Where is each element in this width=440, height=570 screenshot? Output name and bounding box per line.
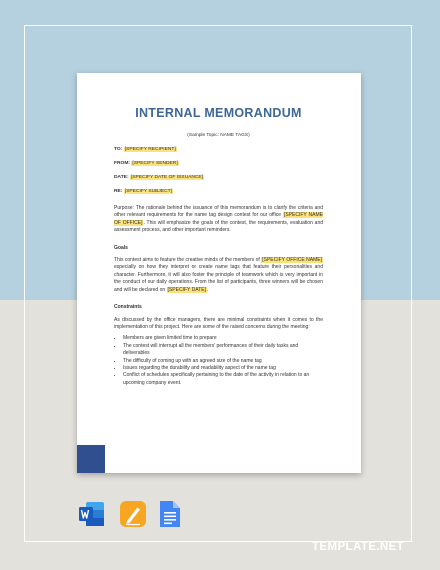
goals-text-3: . [206,286,209,293]
to-row [114,146,323,153]
purpose-paragraph [114,205,323,235]
purpose-text-1: Purpose: The rationale behind the issuance of this memorandum is to clarify the criteria and other relevant requirements for the name tag design contest for our office [114,205,323,219]
document-page [77,73,361,473]
document-title: INTERNAL MEMORANDUM [135,106,302,120]
list-item: • Conflict of schedules specifically pertaining to the date of the activity in relation to an upcoming company event. [123,372,323,387]
goals-text-2: especially on how they interpret or create name tags that feature their personalities and character. Furthermore, it will also foster the principle of teamwork which is very important in the conduct of our daily operations. From the list of participants, three winners will be chosen and will be declared on [114,264,323,293]
list-item: • The contest will interrupt all the members' performances of their daily tasks and deliverables [123,343,323,358]
pages-icon[interactable] [119,500,147,528]
constraints-heading: Constraints [114,304,142,311]
to-label: TO: [114,146,123,152]
date-row [114,174,323,181]
goals-text-1: This contest aims to feature the creative minds of the members of [114,257,260,264]
google-docs-icon[interactable] [159,500,181,528]
from-label: FROM: [114,160,131,166]
purpose-text-2: . This will emphasize the goals of the contest, the requirements, evaluation and assessment process, and other important reminders. [114,219,324,234]
goals-highlight-2: [SPECIFY DATE] [167,286,206,293]
list-item: • The difficulty of coming up with an agreed size of the name tag [123,358,323,365]
goals-heading: Goals [114,244,128,251]
word-icon[interactable] [78,500,106,528]
re-value: [SPECIFY SUBJECT] [124,188,172,194]
list-item: • Members are given limited time to prepare [123,335,323,342]
date-value: [SPECIFY DATE OF ISSUANCE] [130,174,204,180]
document-subtitle: (Sample Topic: NAME TAGS) [187,133,250,138]
constraints-list [114,335,323,387]
re-label: RE: [114,188,123,194]
re-row [114,188,323,195]
purpose-highlight: [SPECIFY NAME OF OFFICE] [114,212,324,226]
constraints-paragraph: As discussed by the office managers, there are minimal constraints when it comes to the implementation of this project. Here are some of the raised concerns during the meeting: [114,316,323,330]
goals-highlight-1: [SPECIFY OFFICE NAME] [262,257,322,264]
list-item: • Issues regarding the durability and readability aspect of the name tag [123,365,323,372]
goals-paragraph [114,257,323,294]
to-value: [SPECIFY RECIPIENT] [124,146,176,152]
corner-accent [77,445,105,473]
brand-watermark: TEMPLATE.NET [312,541,405,553]
from-value: [SPECIFY SENDER] [132,160,178,166]
date-label: DATE: [114,174,129,180]
from-row [114,160,323,167]
